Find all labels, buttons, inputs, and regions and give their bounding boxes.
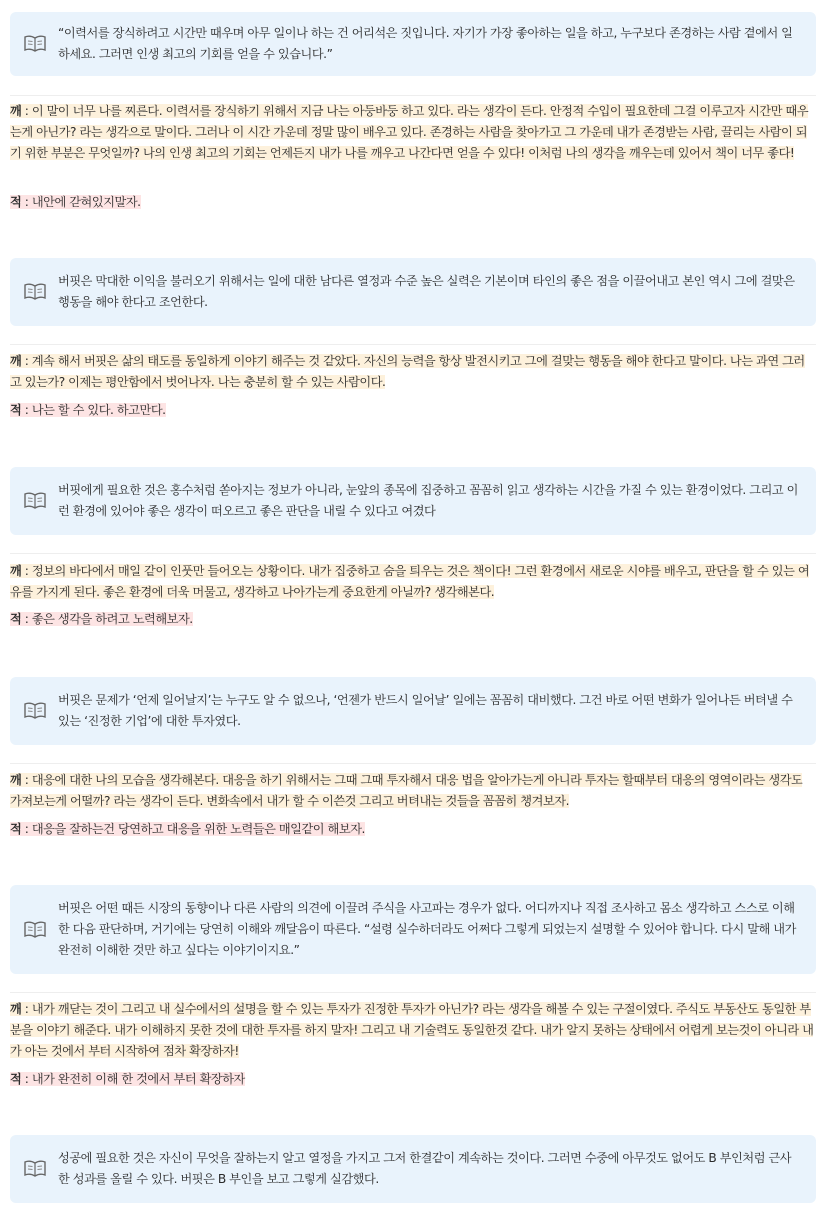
open-book-icon <box>24 492 46 509</box>
quote-block <box>10 1135 816 1203</box>
divider <box>10 344 816 345</box>
jeok-paragraph <box>10 609 816 630</box>
open-book-icon <box>24 702 46 719</box>
jeok-label: 적 <box>10 195 22 209</box>
jeok-text: : 나는 할 수 있다. 하고만다. <box>21 403 166 417</box>
divider <box>10 95 816 96</box>
quote-block <box>10 677 816 745</box>
kkae-label: 깨 <box>10 1002 22 1016</box>
kkae-text: : 정보의 바다에서 매일 같이 인풋만 들어오는 상황이다. 내가 집중하고 숨을 틔우는 것은 책이다! 그런 환경에서 새로운 시야를 배우고, 판단을 할 수 있는 여유를 가지게 된다. 좋은 환경에 더욱 머물고, 생각하고 나아가는게 중요한게 아닐까? 생각해본다. <box>10 564 810 599</box>
kkae-paragraph <box>10 101 816 164</box>
open-book-icon <box>24 283 46 300</box>
jeok-label: 적 <box>10 1072 22 1086</box>
quote-text: 버핏에게 필요한 것은 홍수처럼 쏟아지는 정보가 아니라, 눈앞의 종목에 집중하고 꼼꼼히 읽고 생각하는 시간을 가질 수 있는 환경이었다. 그리고 이런 환경에 있어야 좋은 생각이 떠오르고 좋은 판단을 내릴 수 있다고 여겼다 <box>58 483 798 518</box>
open-book-icon <box>24 1160 46 1177</box>
divider <box>10 992 816 993</box>
kkae-paragraph <box>10 770 816 812</box>
jeok-paragraph <box>10 400 816 421</box>
jeok-label: 적 <box>10 822 22 836</box>
jeok-text: : 내가 완전히 이해 한 것에서 부터 확장하자 <box>21 1072 245 1086</box>
quote-block <box>10 12 816 76</box>
quote-text: “이력서를 장식하려고 시간만 때우며 아무 일이나 하는 건 어리석은 짓입니다. 자기가 가장 좋아하는 일을 하고, 누구보다 존경하는 사람 곁에서 일하세요. 그러면 인생 최고의 기회를 얻을 수 있습니다.” <box>58 26 793 61</box>
jeok-paragraph <box>10 1069 816 1090</box>
quote-block <box>10 467 816 535</box>
jeok-paragraph <box>10 192 816 213</box>
quote-text: 버핏은 문제가 ‘언제 일어날지’는 누구도 알 수 없으나, ‘언젠가 반드시 일어날’ 일에는 꼼꼼히 대비했다. 그건 바로 어떤 변화가 일어나든 버텨낼 수 있는 ‘진정한 기업’에 대한 투자였다. <box>58 693 793 728</box>
open-book-icon <box>24 35 46 52</box>
jeok-text: : 좋은 생각을 하려고 노력해보자. <box>21 612 193 626</box>
kkae-label: 깨 <box>10 564 22 578</box>
quote-text: 버핏은 어떤 때든 시장의 동향이나 다른 사람의 의견에 이끌려 주식을 사고파는 경우가 없다. 어디까지나 직접 조사하고 몸소 생각하고 스스로 이해한 다음 판단하며, 거기에는 당연히 이해와 깨달음이 따른다. “설령 실수하더라도 어쩌다 그렇게 되었는지 설명할 수 있어야 합니다. 다시 말해 내가 완전히 이해한 것만 하고 싶다는 이야기이지요.” <box>58 901 796 957</box>
kkae-label: 깨 <box>10 104 22 118</box>
jeok-text: : 대응을 잘하는건 당연하고 대응을 위한 노력들은 매일같이 해보자. <box>21 822 365 836</box>
kkae-text: : 이 말이 너무 나를 찌른다. 이력서를 장식하기 위해서 지금 나는 아둥바둥 하고 있다. 라는 생각이 든다. 안정적 수입이 필요한데 그걸 이루고자 시간만 때우는게 아닌가? 라는 생각으로 말이다. 그러나 이 시간 가운데 정말 많이 배우고 있다. 존경하는 사람을 찾아가고 그 가운데 내가 존경받는 사람, 끌리는 사람이 되기 위한 부분은 무엇일까? 나의 인생 최고의 기회는 언제든지 내가 나를 깨우고 나간다면 얻을 수 있다! 이처럼 나의 생각을 깨우는데 있어서 책이 너무 좋다! <box>10 104 809 160</box>
divider <box>10 763 816 764</box>
kkae-paragraph <box>10 999 816 1062</box>
kkae-paragraph <box>10 561 816 603</box>
kkae-label: 깨 <box>10 354 22 368</box>
open-book-icon <box>24 921 46 938</box>
jeok-label: 적 <box>10 612 22 626</box>
quote-text: 버핏은 막대한 이익을 불러오기 위해서는 일에 대한 남다른 열정과 수준 높은 실력은 기본이며 타인의 좋은 점을 이끌어내고 본인 역시 그에 걸맞은 행동을 해야 한다고 조언한다. <box>58 274 795 309</box>
jeok-text: : 내안에 갇혀있지말자. <box>21 195 141 209</box>
quote-text: 성공에 필요한 것은 자신이 무엇을 잘하는지 알고 열정을 가지고 그저 한결같이 계속하는 것이다. 그러면 수중에 아무것도 없어도 B 부인처럼 근사한 성과를 올릴 수 있다. 버핏은 B 부인을 보고 그렇게 실감했다. <box>58 1151 792 1186</box>
kkae-text: : 대응에 대한 나의 모습을 생각해본다. 대응을 하기 위해서는 그때 그때 투자해서 대응 법을 알아가는게 아니라 투자는 할때부터 대응의 영역이라는 생각도 가져보는게 어떨까? 라는 생각이 든다. 변화속에서 내가 할 수 이쓴것 그리고 버텨내는 것들을 꼼꼼히 챙겨보자. <box>10 773 803 808</box>
quote-block <box>10 258 816 326</box>
quote-block <box>10 885 816 974</box>
jeok-label: 적 <box>10 403 22 417</box>
kkae-text: : 내가 깨닫는 것이 그리고 내 실수에서의 설명을 할 수 있는 투자가 진정한 투자가 아닌가? 라는 생각을 해볼 수 있는 구절이였다. 주식도 부동산도 동일한 부분을 이야기 해준다. 내가 이해하지 못한 것에 대한 투자를 하지 말자! 그리고 내 기술력도 동일한것 같다. 내가 알지 못하는 상태에서 어렵게 보는것이 아니라 내가 아는 것에서 부터 시작하여 점차 확장하자! <box>10 1002 814 1058</box>
kkae-text: : 계속 해서 버핏은 삶의 태도를 동일하게 이야기 해주는 것 같았다. 자신의 능력을 항상 발전시키고 그에 걸맞는 행동을 해야 한다고 말이다. 나는 과연 그러고 있는가? 이제는 평안함에서 벗어나자. 나는 충분히 할 수 있는 사람이다. <box>10 354 805 389</box>
divider <box>10 553 816 554</box>
jeok-paragraph <box>10 819 816 840</box>
kkae-label: 깨 <box>10 773 22 787</box>
kkae-paragraph <box>10 351 816 393</box>
